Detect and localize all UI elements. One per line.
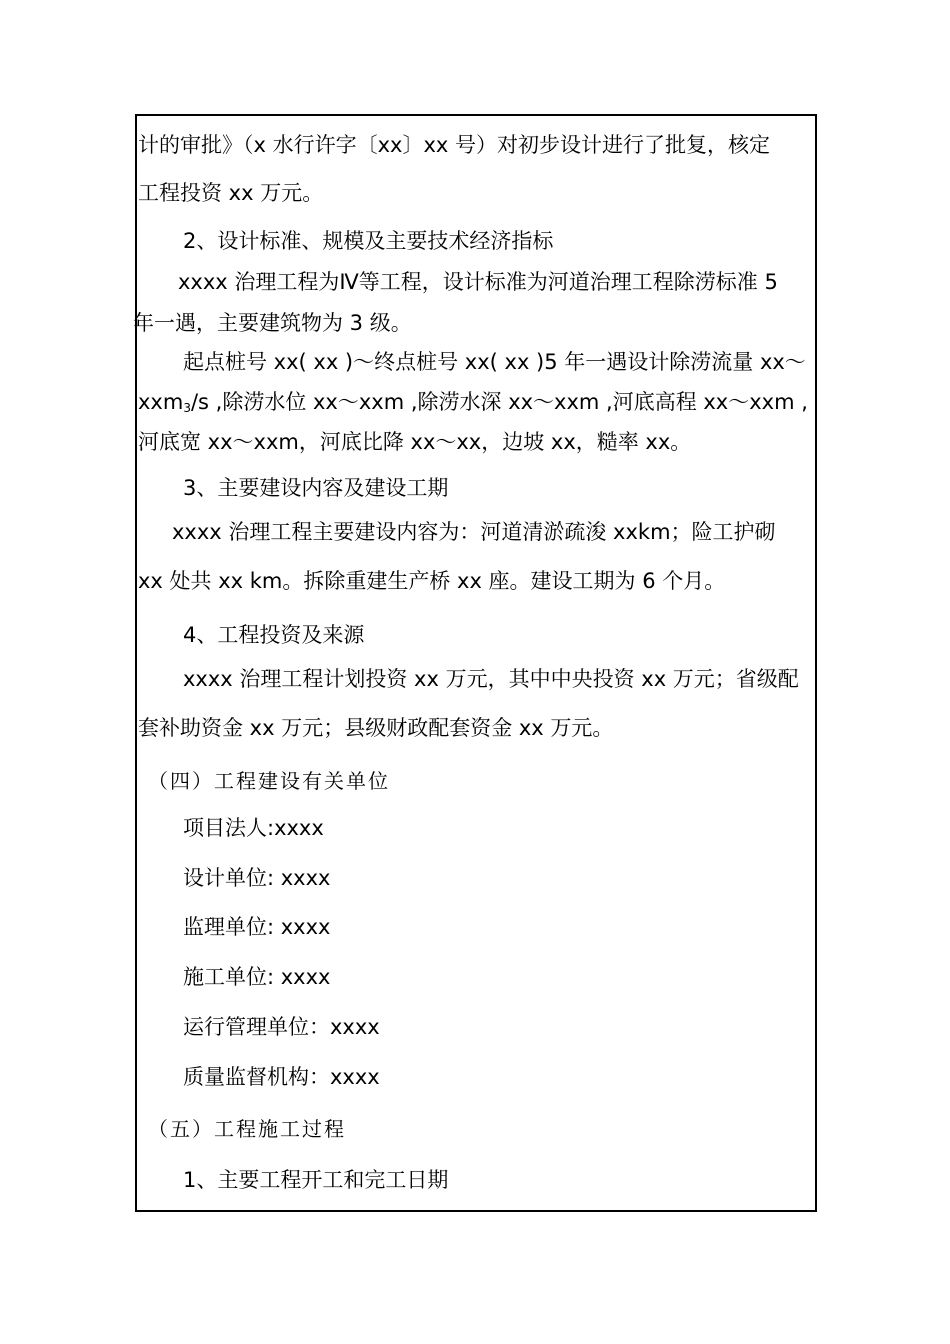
unit-line: 监理单位: xxxx	[183, 915, 331, 939]
text-fragment: /s ,除涝水位 xx～xxm ,除涝水深 xx～xxm ,河底高程 xx～xxm ,	[190, 390, 808, 414]
text-line: 河底宽 xx～xxm，河底比降 xx～xx，边坡 xx，糙率 xx。	[138, 430, 692, 454]
unit-line: 运行管理单位：xxxx	[183, 1015, 380, 1039]
subsection-heading: （四）工程建设有关单位	[148, 769, 390, 793]
unit-line: 施工单位: xxxx	[183, 965, 331, 989]
unit-line: 质量监督机构：xxxx	[183, 1065, 380, 1089]
unit-line: 设计单位: xxxx	[183, 866, 331, 890]
text-line: 套补助资金 xx 万元；县级财政配套资金 xx 万元。	[138, 716, 614, 740]
text-line: xxxx 治理工程计划投资 xx 万元，其中中央投资 xx 万元；省级配	[183, 667, 799, 691]
subscript-text: 3	[183, 401, 191, 415]
section-heading: 1、主要工程开工和完工日期	[183, 1168, 449, 1192]
section-heading: 3、主要建设内容及建设工期	[183, 476, 449, 500]
text-line: 年一遇，主要建筑物为 3 级。	[133, 311, 412, 335]
text-line	[138, 388, 808, 422]
text-line: 工程投资 xx 万元。	[138, 181, 324, 205]
text-line: xxxx 治理工程主要建设内容为：河道清淤疏浚 xxkm；险工护砌	[172, 520, 776, 544]
section-heading: 4、工程投资及来源	[183, 623, 365, 647]
text-line: 计的审批》（x 水行许字〔xx〕xx 号）对初步设计进行了批复，核定	[138, 133, 770, 157]
text-fragment: xxm	[138, 390, 184, 414]
text-line: xxxx 治理工程为Ⅳ等工程，设计标准为河道治理工程除涝标准 5	[178, 270, 778, 294]
subsection-heading: （五）工程施工过程	[148, 1117, 346, 1141]
text-line: xx 处共 xx km。拆除重建生产桥 xx 座。建设工期为 6 个月。	[138, 569, 726, 593]
unit-line: 项目法人:xxxx	[183, 816, 324, 840]
section-heading: 2、设计标准、规模及主要技术经济指标	[183, 229, 554, 253]
text-line: 起点桩号 xx( xx )～终点桩号 xx( xx )5 年一遇设计除涝流量 xx～	[183, 350, 806, 374]
